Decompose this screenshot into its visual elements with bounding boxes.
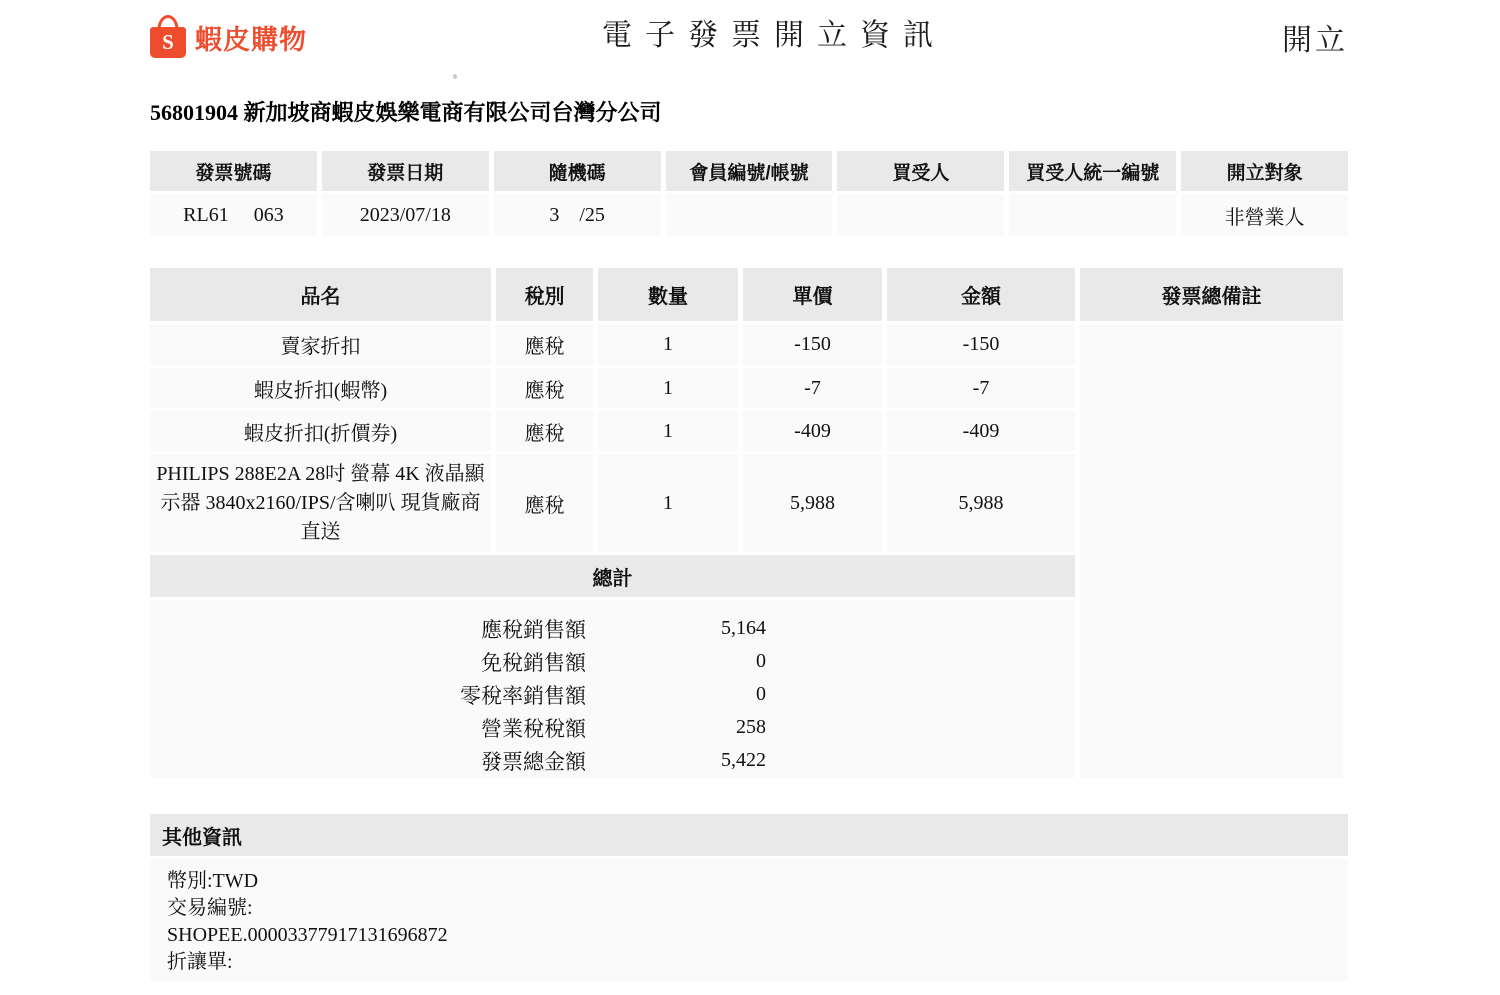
seller-company-line: 56801904 新加坡商蝦皮娛樂電商有限公司台灣分公司 [150, 100, 662, 125]
buyer-tax-id-header: 買受人統一編號 [1009, 151, 1176, 191]
buyer-header: 買受人 [837, 151, 1004, 191]
invoice-total-label: 發票總金額 [481, 750, 586, 774]
shopee-logo-text: 蝦皮購物 [195, 24, 307, 55]
summary-row [150, 678, 1075, 711]
item-qty-cell: 1 [598, 368, 738, 408]
shopee-logo[interactable] [150, 16, 307, 58]
transaction-id-label-line: 交易編號: [167, 897, 253, 919]
invoice-no-value: RL61 063 [150, 194, 317, 236]
member-id-header: 會員編號/帳號 [666, 151, 833, 191]
invoice-total-value: 5,422 [721, 749, 766, 771]
item-qty-cell: 1 [598, 324, 738, 365]
unit-price-header: 單價 [743, 268, 882, 321]
item-amount-cell: -150 [887, 324, 1075, 365]
totals-summary [150, 600, 1075, 778]
item-unit-price-cell: -150 [743, 324, 882, 365]
invoice-date-value: 2023/07/18 [322, 194, 489, 236]
other-info-section [150, 814, 1348, 981]
tax-free-sales-value: 0 [756, 650, 766, 672]
zero-rate-sales-value: 0 [756, 683, 766, 705]
item-name-cell: 蝦皮折扣(折價券) [150, 411, 491, 451]
item-name-cell: 蝦皮折扣(蝦幣) [150, 368, 491, 408]
top-bar [150, 0, 1348, 60]
other-info-body [150, 859, 1348, 981]
summary-row [150, 744, 1075, 777]
item-amount-cell: 5,988 [887, 454, 1075, 552]
currency-line: 幣別:TWD [167, 870, 259, 892]
other-info-title: 其他資訊 [150, 814, 1348, 856]
shopee-bag-letter: S [162, 30, 174, 54]
buyer-tax-id-value [1009, 194, 1176, 236]
transaction-id-value-line: SHOPEE.00003377917131696872 [167, 924, 448, 946]
quantity-header: 數量 [598, 268, 738, 321]
member-id-value [666, 194, 833, 236]
item-unit-price-cell: -7 [743, 368, 882, 408]
invoice-memo-cell [1080, 324, 1343, 778]
random-code-header: 隨機碼 [494, 151, 661, 191]
summary-row [150, 612, 1075, 645]
item-name-header: 品名 [150, 268, 491, 321]
tax-free-sales-label: 免稅銷售額 [481, 651, 586, 675]
taxable-sales-label: 應稅銷售額 [481, 618, 586, 642]
item-amount-cell: -7 [887, 368, 1075, 408]
taxable-sales-value: 5,164 [721, 617, 766, 639]
item-qty-cell: 1 [598, 411, 738, 451]
items-table [150, 268, 1348, 778]
invoice-memo-header: 發票總備註 [1080, 268, 1343, 321]
issue-link[interactable]: 開立 [1282, 24, 1348, 57]
item-name-cell: 賣家折扣 [150, 324, 491, 365]
summary-row [150, 645, 1075, 678]
item-qty-cell: 1 [598, 454, 738, 552]
item-tax-cell: 應稅 [496, 411, 593, 451]
item-tax-cell: 應稅 [496, 454, 593, 552]
invoice-no-header: 發票號碼 [150, 151, 317, 191]
item-name-cell: PHILIPS 288E2A 28吋 螢幕 4K 液晶顯示器 3840x2160/IPS/含喇叭 現貨廠商直送 [150, 454, 491, 552]
page-title: 電子發票開立資訊 [602, 19, 946, 52]
invoice-info-table [150, 151, 1348, 236]
item-tax-cell: 應稅 [496, 368, 593, 408]
issue-target-header: 開立對象 [1181, 151, 1348, 191]
stray-mark [453, 74, 457, 79]
amount-header: 金額 [887, 268, 1075, 321]
business-tax-label: 營業稅稅額 [481, 717, 586, 741]
item-tax-cell: 應稅 [496, 324, 593, 365]
item-unit-price-cell: -409 [743, 411, 882, 451]
zero-rate-sales-label: 零稅率銷售額 [460, 684, 586, 708]
buyer-value [837, 194, 1004, 236]
summary-row [150, 711, 1075, 744]
business-tax-value: 258 [736, 716, 766, 738]
tax-type-header: 稅別 [496, 268, 593, 321]
shopee-bag-icon [150, 27, 186, 58]
totals-title-bar: 總計 [150, 555, 1075, 597]
invoice-date-header: 發票日期 [322, 151, 489, 191]
item-amount-cell: -409 [887, 411, 1075, 451]
random-code-value: 3 /25 [494, 194, 661, 236]
issue-target-value: 非營業人 [1181, 194, 1348, 236]
allowance-line: 折讓單: [167, 951, 233, 973]
item-unit-price-cell: 5,988 [743, 454, 882, 552]
